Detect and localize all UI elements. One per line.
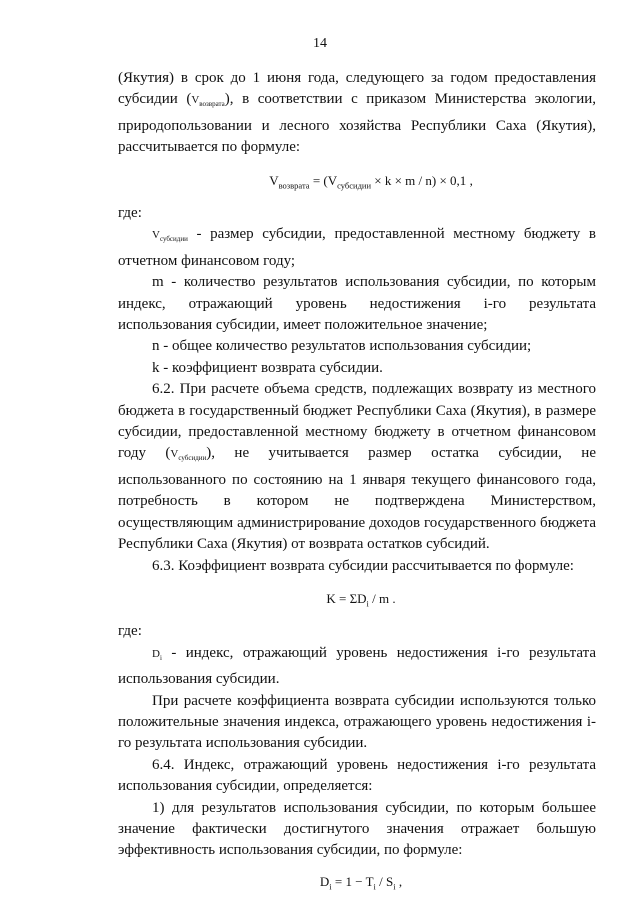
definition-v-subsidii: $V_{субсидии}$ - размер субсидии, предоставленной местному бюджету в отчетном финансовом году; bbox=[118, 226, 596, 269]
document-body bbox=[118, 68, 596, 902]
where-label-1: где: bbox=[118, 204, 142, 221]
symbol-v-subsidii: $V_{субсидии}$ bbox=[152, 229, 188, 244]
definition-n: n - общее количество результатов использования субсидии; bbox=[152, 338, 532, 355]
formula-v-vozvrata: $V_{возврата} = (V_{субсидии} \times k \times m / n) \times 0,1$ , bbox=[269, 172, 473, 191]
intro-text-rest: ), в соответствии с приказом Министерства экологии, природопользовании и лесного хозяйства Республики Саха (Якутия), рассчитывается по формуле: bbox=[118, 91, 596, 156]
paragraph-6-3: 6.3. Коэффициент возврата субсидии рассчитывается по формуле: bbox=[152, 557, 574, 574]
formula-d: $D_i = 1 - T_i / S_i$ , bbox=[319, 873, 403, 892]
symbol-d: $D_i$ bbox=[152, 647, 162, 662]
definition-k: k - коэффициент возврата субсидии. bbox=[152, 359, 383, 376]
paragraph-6-2: 6.2. При расчете объема средств, подлежащих возврату из местного бюджета в государственный бюджет Республики Саха (Якутия), в размере субсидии, предоставленной местному бюджету в отчетном финансовом году $(V_{субсидии})$, не учитывается размер остатка субсидии, не использованного по состоянию на 1 января текущего финансового года, потребность в котором не подтверждена Министерством, осуществляющим администрирование доходов государственного бюджета Республики Саха (Якутия) от возврата остатков субсидий. bbox=[118, 381, 596, 553]
paragraph-coefficient-note: При расчете коэффициента возврата субсидии используются только положительные значения индекса, отражающего уровень недостижения i-го результата использования субсидии. bbox=[118, 692, 596, 752]
definition-d: $D_i$ - индекс, отражающий уровень недостижения i-го результата использования субсидии. bbox=[118, 644, 596, 688]
symbol-v-vozvrata: $V_{возврата}$ bbox=[191, 94, 225, 109]
formula-k: $K = \Sigma D_i / m$ . bbox=[326, 591, 396, 609]
intro-paragraph bbox=[118, 68, 596, 159]
paragraph-6-4-item-1: 1) для результатов использования субсидии, по которым большее значение фактически достигнутого значения отражает большую эффективность использования субсидии, по формуле: bbox=[118, 799, 596, 859]
paragraph-6-4: 6.4. Индекс, отражающий уровень недостижения i-го результата использования субсидии, определяется: bbox=[118, 756, 596, 795]
page-number: 14 bbox=[313, 36, 327, 51]
where-label-2: где: bbox=[118, 623, 142, 640]
symbol-v-subsidii-2: $V_{субсидии}$ bbox=[170, 448, 207, 463]
definition-m: m - количество результатов использования субсидии, по которым индекс, отражающий уровень недостижения i-го результата использования субсидии, имеет положительное значение; bbox=[118, 274, 596, 334]
intro-text: (Якутия) в срок до 1 июня года, следующего за годом предоставления субсидии ( bbox=[118, 70, 596, 108]
